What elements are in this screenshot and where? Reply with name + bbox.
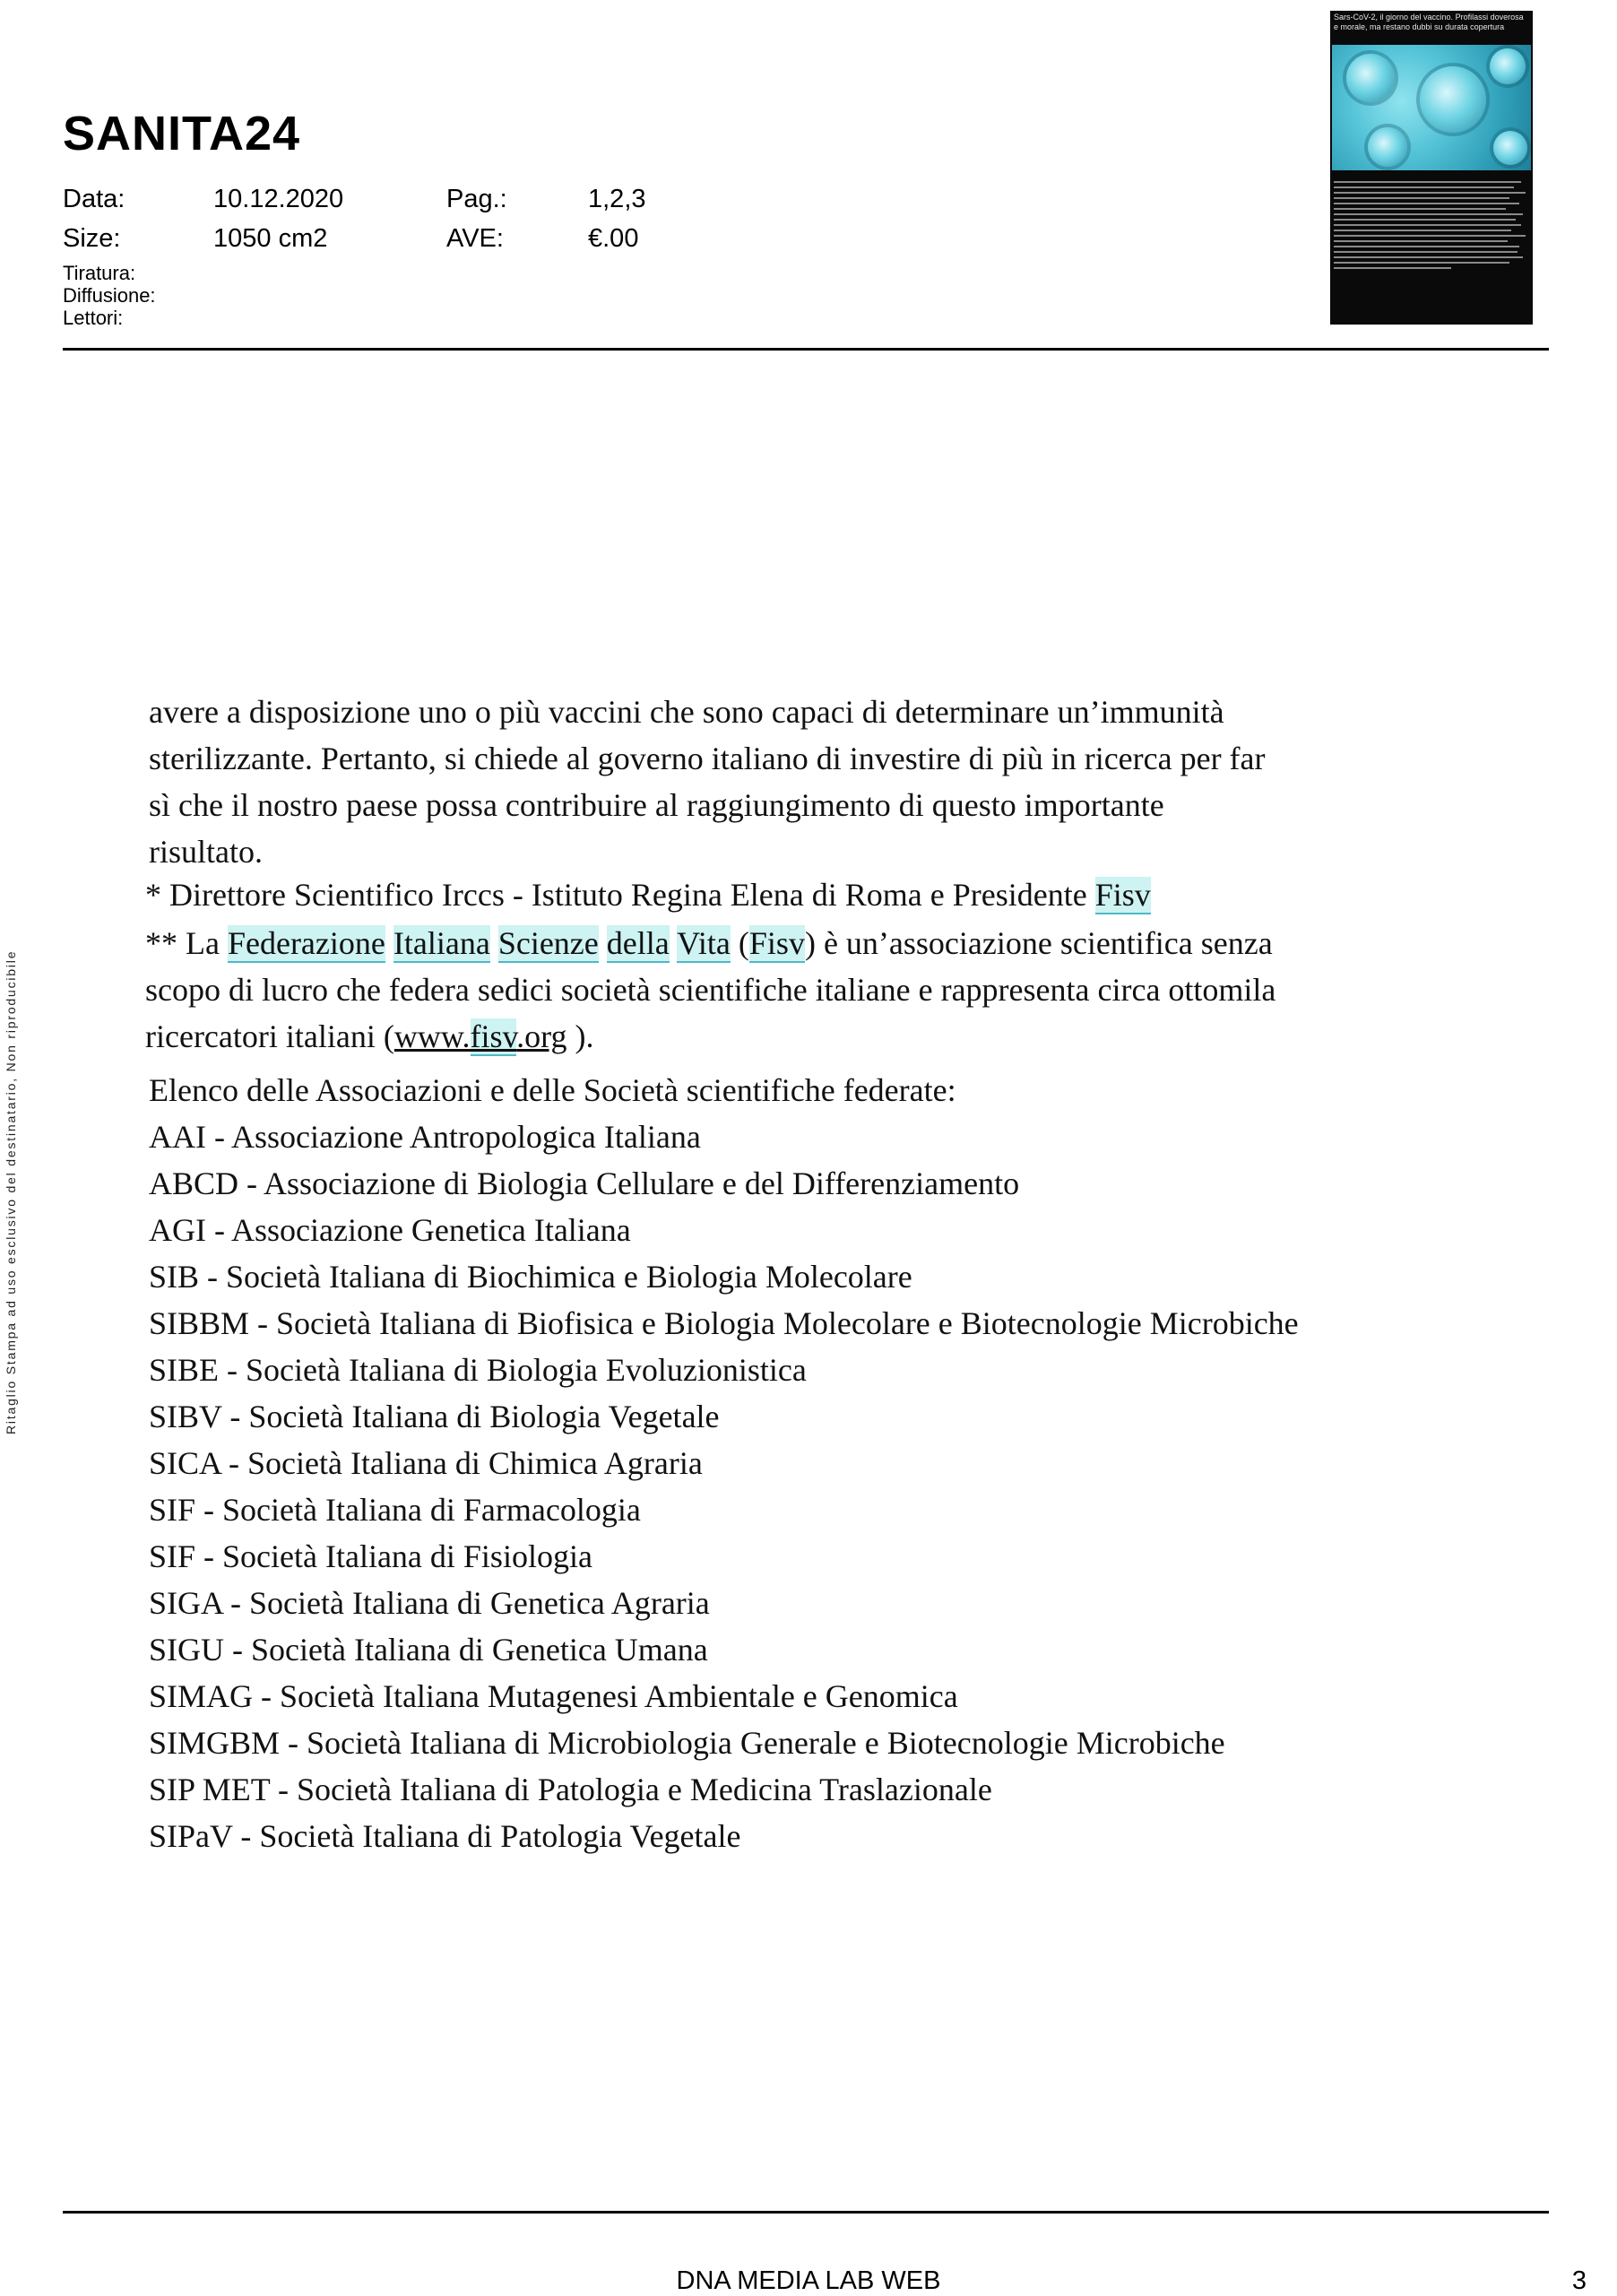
intro-line: sì che il nostro paese possa contribuire al raggiungimento di questo importante xyxy=(149,787,1164,823)
acronym-highlight: Fisv xyxy=(748,925,805,961)
footnote-director xyxy=(145,871,1472,918)
fisv-website-link[interactable] xyxy=(394,1018,567,1056)
org-word-highlight: Federazione xyxy=(227,925,385,961)
associations-section xyxy=(149,1067,1475,1859)
footnote-federation xyxy=(145,920,1472,1060)
list-item: SIGU - Società Italiana di Genetica Umana xyxy=(149,1632,708,1668)
link-part-highlight[interactable]: fisv xyxy=(470,1018,517,1054)
footer-divider xyxy=(63,2211,1549,2214)
article-body xyxy=(149,689,1475,875)
size-value: 1050 cm2 xyxy=(213,224,328,253)
org-word-highlight: Scienze xyxy=(497,925,599,961)
footnote-director-text: * Direttore Scientifico Irccs - Istituto Regina Elena di Roma e Presidente xyxy=(145,877,1095,913)
list-item: SIMGBM - Società Italiana di Microbiologia Generale e Biotecnologie Microbiche xyxy=(149,1725,1225,1761)
intro-paragraph xyxy=(149,689,1475,875)
coronavirus-image xyxy=(1332,45,1531,170)
list-heading: Elenco delle Associazioni e delle Società scientifiche federate: xyxy=(149,1072,956,1108)
intro-line: sterilizzante. Pertanto, si chiede al governo italiano di investire di più in ricerca per far xyxy=(149,741,1266,776)
thumbnail-text-block xyxy=(1334,178,1529,273)
footnote-line3-prefix: ricercatori italiani ( xyxy=(145,1018,394,1054)
list-item: SIF - Società Italiana di Farmacologia xyxy=(149,1492,641,1528)
list-item: SIBE - Società Italiana di Biologia Evoluzionistica xyxy=(149,1352,807,1388)
list-item: SIPaV - Società Italiana di Patologia Vegetale xyxy=(149,1818,741,1854)
footnote-prefix: ** La xyxy=(145,925,228,961)
virus-particle xyxy=(1490,48,1526,84)
pag-label: Pag.: xyxy=(446,185,507,213)
list-item: SIBBM - Società Italiana di Biofisica e Biologia Molecolare e Biotecnologie Microbiche xyxy=(149,1305,1299,1341)
org-word-highlight: Italiana xyxy=(393,925,490,961)
list-item: SIF - Società Italiana di Fisiologia xyxy=(149,1538,592,1574)
virus-particle xyxy=(1346,54,1395,102)
footnote-line2: scopo di lucro che federa sedici società scientifiche italiane e rappresenta circa ottomila xyxy=(145,972,1276,1008)
footnote-block xyxy=(145,871,1472,1060)
footnote-line1-rest: ) è un’associazione scientifica senza xyxy=(804,925,1273,961)
list-item: SIGA - Società Italiana di Genetica Agraria xyxy=(149,1585,710,1621)
intro-line: risultato. xyxy=(149,834,263,870)
intro-line: avere a disposizione uno o più vaccini che sono capaci di determinare un’immunità xyxy=(149,694,1224,730)
thumbnail-caption: Sars-CoV-2, il giorno del vaccino. Profilassi doverosa e morale, ma restano dubbi su durata copertura xyxy=(1334,13,1524,31)
article-thumbnail xyxy=(1330,11,1533,325)
ave-label: AVE: xyxy=(446,224,504,253)
pag-value: 1,2,3 xyxy=(588,185,646,213)
copyright-side-note: Ritaglio Stampa ad uso esclusivo del destinatario, Non riproducibile xyxy=(4,949,18,1434)
list-item: AGI - Associazione Genetica Italiana xyxy=(149,1212,631,1248)
link-part[interactable]: .org xyxy=(516,1018,567,1054)
list-item: SICA - Società Italiana di Chimica Agraria xyxy=(149,1445,703,1481)
list-item: SIP MET - Società Italiana di Patologia e Medicina Traslazionale xyxy=(149,1772,992,1807)
open-paren: ( xyxy=(730,925,749,961)
virus-particle xyxy=(1420,66,1486,133)
virus-particle xyxy=(1493,131,1527,165)
size-label: Size: xyxy=(63,224,121,253)
masthead-title: SANITA24 xyxy=(63,107,301,160)
org-word-highlight: della xyxy=(606,925,670,961)
virus-particle xyxy=(1368,127,1407,167)
list-item: SIMAG - Società Italiana Mutagenesi Ambientale e Genomica xyxy=(149,1678,958,1714)
list-item: SIBV - Società Italiana di Biologia Vegetale xyxy=(149,1399,720,1434)
link-part[interactable]: www. xyxy=(393,1018,471,1054)
footer-source: DNA MEDIA LAB WEB xyxy=(676,2266,941,2295)
associations-list xyxy=(149,1113,1475,1859)
list-item: ABCD - Associazione di Biologia Cellulare e del Differenziamento xyxy=(149,1165,1020,1201)
fisv-highlight: Fisv xyxy=(1094,877,1151,913)
lettori-label: Lettori: xyxy=(63,307,124,329)
list-item: AAI - Associazione Antropologica Italiana xyxy=(149,1119,701,1155)
header-divider xyxy=(63,348,1549,351)
diffusione-label: Diffusione: xyxy=(63,284,156,307)
data-label: Data: xyxy=(63,185,125,213)
list-item: SIB - Società Italiana di Biochimica e Biologia Molecolare xyxy=(149,1259,912,1295)
org-word-highlight: Vita xyxy=(677,925,731,961)
page-number: 3 xyxy=(1571,2266,1587,2295)
data-value: 10.12.2020 xyxy=(213,185,344,213)
footnote-line3-suffix: ). xyxy=(566,1018,594,1054)
ave-value: €.00 xyxy=(588,224,639,253)
tiratura-label: Tiratura: xyxy=(63,262,136,284)
